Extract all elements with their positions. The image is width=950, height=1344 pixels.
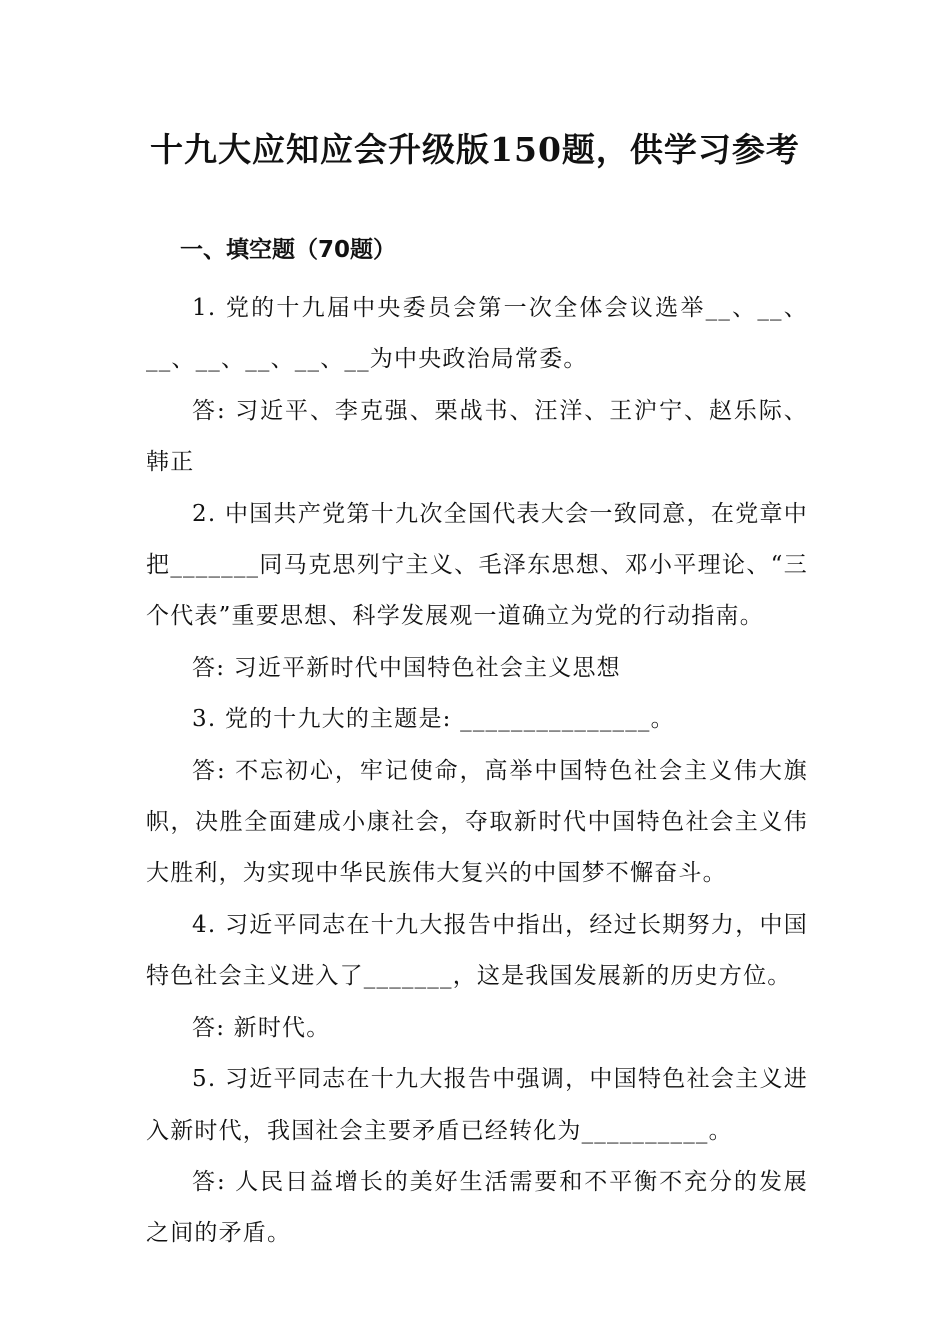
- question-3: 3. 党的十九大的主题是: _______________。: [192, 706, 675, 733]
- question-5: 5. 习近平同志在十九大报告中强调，中国特色社会主义进入新时代，我国社会主要矛盾已经转化为__________。: [146, 1066, 808, 1144]
- answer-4: 答: 新时代。: [192, 1014, 331, 1041]
- answer-2: 答: 习近平新时代中国特色社会主义思想: [192, 654, 621, 681]
- document-body: [146, 283, 808, 1260]
- section-heading: 一、填空题（70题）: [180, 237, 397, 263]
- question-1: 1. 党的十九届中央委员会第一次全体会议选举__、__、__、__、__、__、__为中央政治局常委。: [146, 295, 808, 373]
- page-title: 十九大应知应会升级版150题，供学习参考: [150, 130, 800, 169]
- answer-3: 答: 不忘初心，牢记使命，高举中国特色社会主义伟大旗帜，决胜全面建成小康社会，夺取新时代中国特色社会主义伟大胜利，为实现中华民族伟大复兴的中国梦不懈奋斗。: [146, 757, 808, 887]
- answer-1: 答: 习近平、李克强、栗战书、汪洋、王沪宁、赵乐际、韩正: [146, 397, 808, 476]
- question-4: 4. 习近平同志在十九大报告中指出，经过长期努力，中国特色社会主义进入了_______，这是我国发展新的历史方位。: [146, 911, 808, 990]
- question-2: 2. 中国共产党第十九次全国代表大会一致同意，在党章中把_______同马克思列宁主义、毛泽东思想、邓小平理论、“三个代表”重要思想、科学发展观一道确立为党的行动指南。: [146, 500, 808, 630]
- answer-5: 答: 人民日益增长的美好生活需要和不平衡不充分的发展之间的矛盾。: [146, 1168, 808, 1247]
